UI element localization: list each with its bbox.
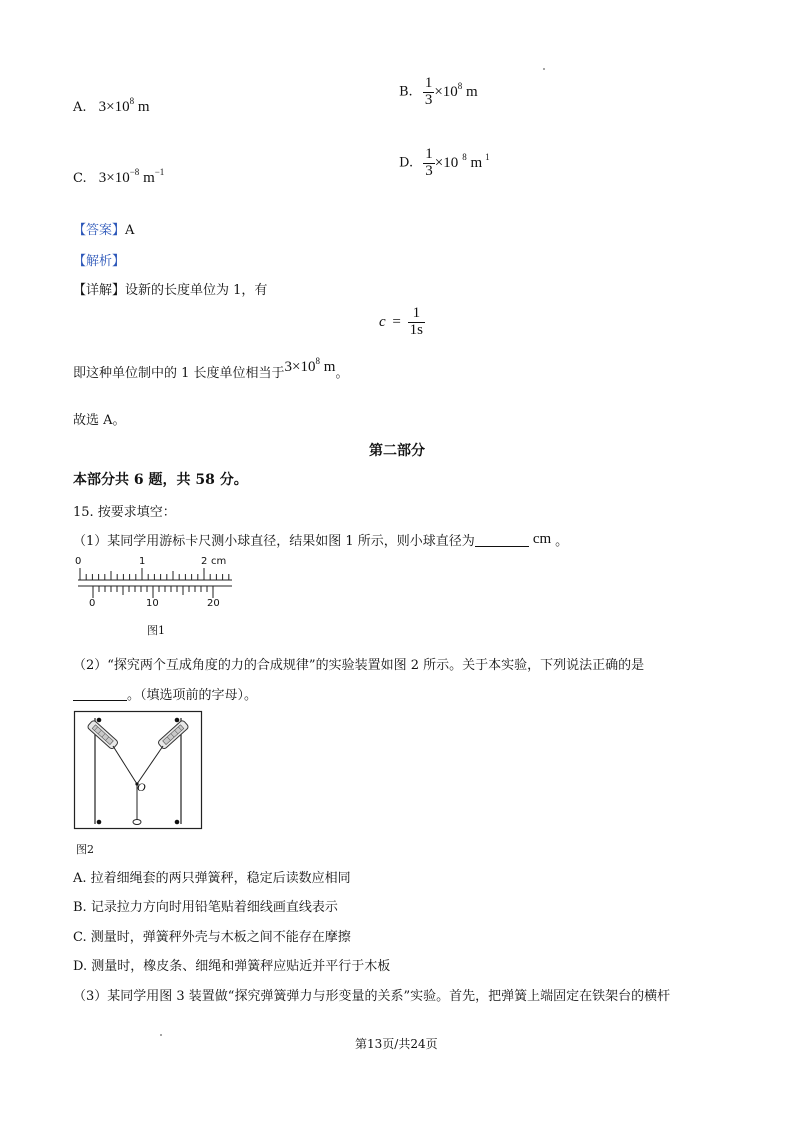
option-b-unit: m <box>466 83 478 100</box>
vernier-label-10: 10 <box>146 598 159 609</box>
option-d-unit: m <box>470 154 483 171</box>
option-a <box>73 96 150 116</box>
option-b-label: B. <box>399 84 413 100</box>
option-d-mult: ×10 <box>434 154 459 171</box>
point-o-label: O <box>137 780 146 794</box>
figure-2-caption: 图2 <box>76 843 94 856</box>
analysis-tag: 【解析】 <box>73 254 126 269</box>
scan-dot <box>543 68 545 70</box>
q15-option-c: C. 测量时，弹簧秤外壳与木板之间不能存在摩擦 <box>73 930 351 945</box>
option-c-unit-exp: −1 <box>154 167 165 177</box>
figure-1 <box>70 556 240 640</box>
q15-sub2-line2-text: 。（填选项前的字母）。 <box>127 688 258 703</box>
pin-top-left <box>97 718 102 723</box>
option-a-coef: 3×10 <box>98 99 130 115</box>
conclusion-coef: 3×10 <box>284 359 316 375</box>
conclusion-suffix: 。 <box>335 366 349 381</box>
scan-dot <box>160 1034 162 1036</box>
formula-num: 1 <box>408 306 425 323</box>
part-heading: 第二部分 <box>369 443 425 459</box>
main-scale-unit: cm <box>211 556 227 567</box>
pin-top-right <box>175 718 180 723</box>
formula-eq: = <box>392 313 401 330</box>
vernier-label-20: 20 <box>207 598 220 609</box>
option-d-den: 3 <box>425 162 433 179</box>
detail-text: 设新的长度单位为 1，有 <box>125 283 268 298</box>
main-scale-label-1: 1 <box>139 556 146 567</box>
q15-sub3: （3）某同学用图 3 装置做“探究弹簧弹力与形变量的关系”实验。首先，把弹簧上端固定在铁架台的横杆 <box>73 989 671 1004</box>
option-c-coef: 3×10 <box>98 170 130 186</box>
option-b-num: 1 <box>424 75 433 91</box>
q15-sub1-prefix: （1）某同学用游标卡尺测小球直径，结果如图 1 所示，则小球直径为 <box>73 534 475 549</box>
q15-stem: 15. 按要求填空： <box>73 505 176 520</box>
answer-line <box>73 219 134 238</box>
vernier-scale-ticks <box>93 586 213 598</box>
main-scale-label-2: 2 <box>201 556 208 567</box>
option-c-exp: −8 <box>129 167 140 177</box>
option-d-label: D. <box>399 155 414 171</box>
q15-option-a: A. 拉着细绳套的两只弹簧秤，稳定后读数应相同 <box>73 871 351 886</box>
q15-sub2-line1: （2）“探究两个互成角度的力的合成规律”的实验装置如图 2 所示。关于本实验，下列说法正确的是 <box>73 658 645 673</box>
vernier-label-0: 0 <box>89 598 96 609</box>
option-d-exp: 8 <box>462 151 467 162</box>
main-scale-ticks <box>80 568 229 580</box>
anchor-pin <box>133 820 141 825</box>
q15-sub1-unit: cm <box>532 531 552 547</box>
q15-option-d: D. 测量时，橡皮条、细绳和弹簧秤应贴近并平行于木板 <box>73 959 391 974</box>
option-a-label: A. <box>73 100 87 115</box>
answer-tag: 【答案】 <box>73 223 126 238</box>
main-scale-label-0: 0 <box>75 556 82 567</box>
option-b-mult: ×10 <box>434 83 458 100</box>
option-d-unit-exp: 1 <box>485 151 490 162</box>
spring-scale-left <box>87 720 119 750</box>
q15-sub1-suffix: 。 <box>555 534 569 549</box>
string-right <box>137 746 163 784</box>
part-intro: 本部分共 6 题，共 58 分。 <box>73 472 248 488</box>
pin-bottom-left <box>97 820 102 825</box>
figure-1-caption: 图1 <box>147 624 165 637</box>
string-left <box>113 746 137 784</box>
answer-value: A <box>125 223 135 238</box>
option-a-exp: 8 <box>129 96 135 106</box>
q15-sub2-line2 <box>73 684 257 703</box>
choice-line: 故选 A。 <box>73 413 126 428</box>
option-b-fraction <box>423 76 435 109</box>
option-c-unit: m <box>143 170 155 186</box>
pin-bottom-right <box>175 820 180 825</box>
answer-blank-2 <box>73 688 127 701</box>
q15-option-b: B. 记录拉力方向时用铅笔贴着细线画直线表示 <box>73 900 338 915</box>
detail-tag: 【详解】 <box>73 283 126 298</box>
figure-2 <box>73 710 205 858</box>
formula <box>379 306 425 339</box>
q15-sub1 <box>73 530 568 550</box>
formula-den: 1s <box>409 321 423 338</box>
detail-line <box>73 279 267 298</box>
option-d-fraction <box>423 147 435 180</box>
option-c <box>73 167 165 187</box>
option-c-label: C. <box>73 171 87 186</box>
option-b <box>399 76 478 109</box>
formula-lhs: c <box>379 313 386 330</box>
conclusion-unit: m <box>323 359 336 375</box>
formula-fraction <box>408 306 425 339</box>
spring-scale-right <box>157 720 189 750</box>
conclusion-line <box>73 356 349 382</box>
option-b-exp: 8 <box>457 80 463 91</box>
force-apparatus-drawing <box>73 710 205 832</box>
conclusion-exp: 8 <box>315 356 321 366</box>
answer-blank-1 <box>475 534 529 547</box>
option-d-num: 1 <box>425 146 433 162</box>
option-d <box>399 147 490 180</box>
page-footer: 第13页/共24页 <box>355 1037 438 1051</box>
option-b-den: 3 <box>424 91 433 108</box>
conclusion-prefix: 即这种单位制中的 1 长度单位相当于 <box>73 366 285 381</box>
option-a-unit: m <box>137 99 150 115</box>
